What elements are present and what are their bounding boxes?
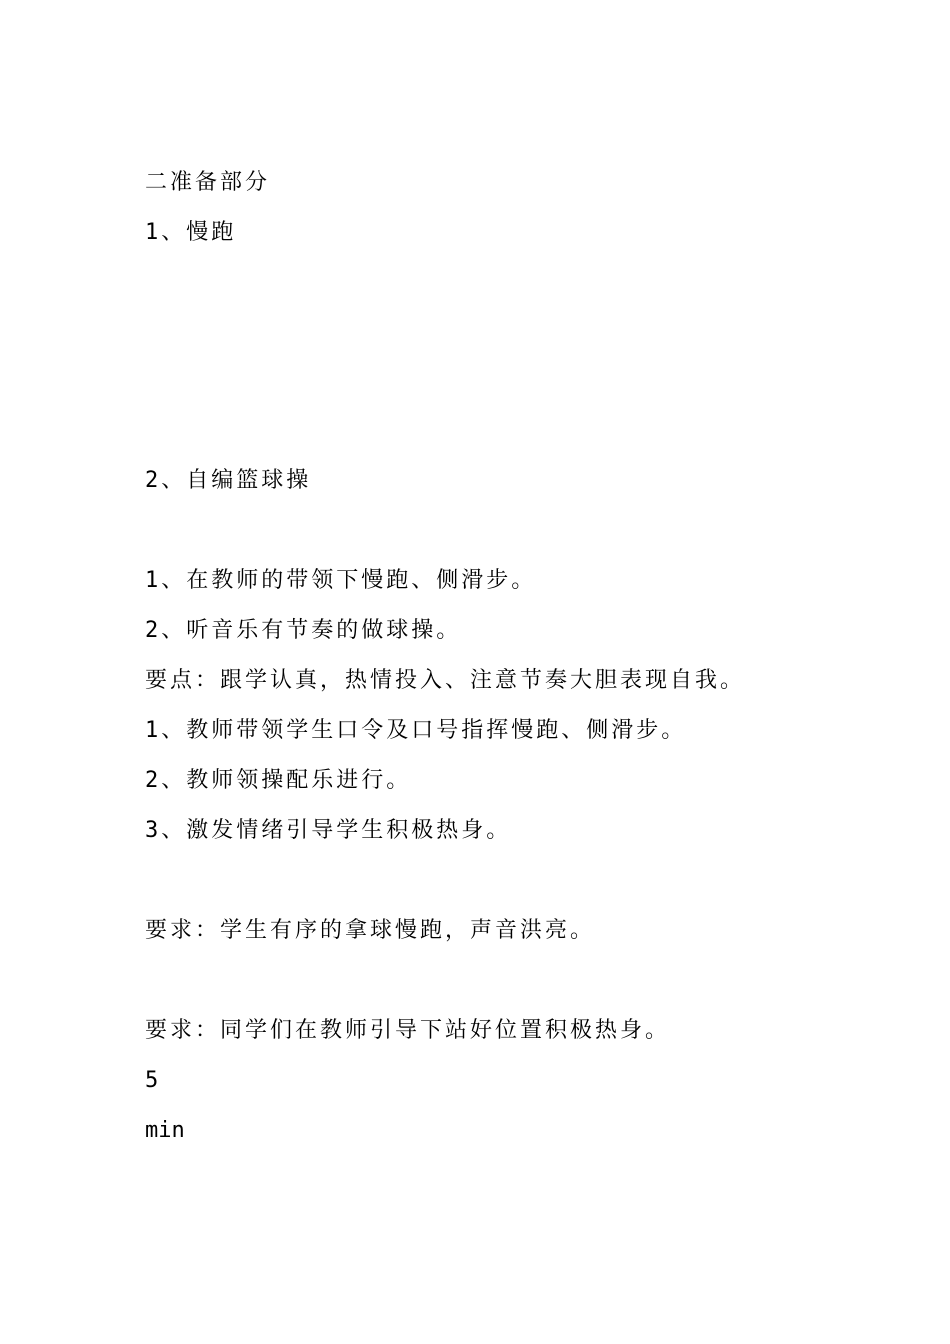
requirement-line-1: 要求：学生有序的拿球慢跑，声音洪亮。	[145, 918, 596, 943]
item-basketball-exercise: 2、自编篮球操	[145, 468, 312, 493]
teacher-method-line-1: 1、教师带领学生口令及口号指挥慢跑、侧滑步。	[145, 718, 687, 743]
teacher-method-line-2: 2、教师领操配乐进行。	[145, 768, 412, 793]
content-line-1: 1、在教师的带领下慢跑、侧滑步。	[145, 568, 537, 593]
section-heading: 二准备部分	[145, 170, 271, 195]
requirement-line-2: 要求：同学们在教师引导下站好位置积极热身。	[145, 1018, 671, 1043]
content-line-2: 2、听音乐有节奏的做球操。	[145, 618, 462, 643]
item-jogging: 1、慢跑	[145, 220, 237, 245]
teacher-method-line-3: 3、激发情绪引导学生积极热身。	[145, 818, 512, 843]
duration-value: 5	[145, 1068, 159, 1093]
duration-unit: min	[145, 1118, 185, 1143]
key-points-line: 要点：跟学认真，热情投入、注意节奏大胆表现自我。	[145, 668, 746, 693]
